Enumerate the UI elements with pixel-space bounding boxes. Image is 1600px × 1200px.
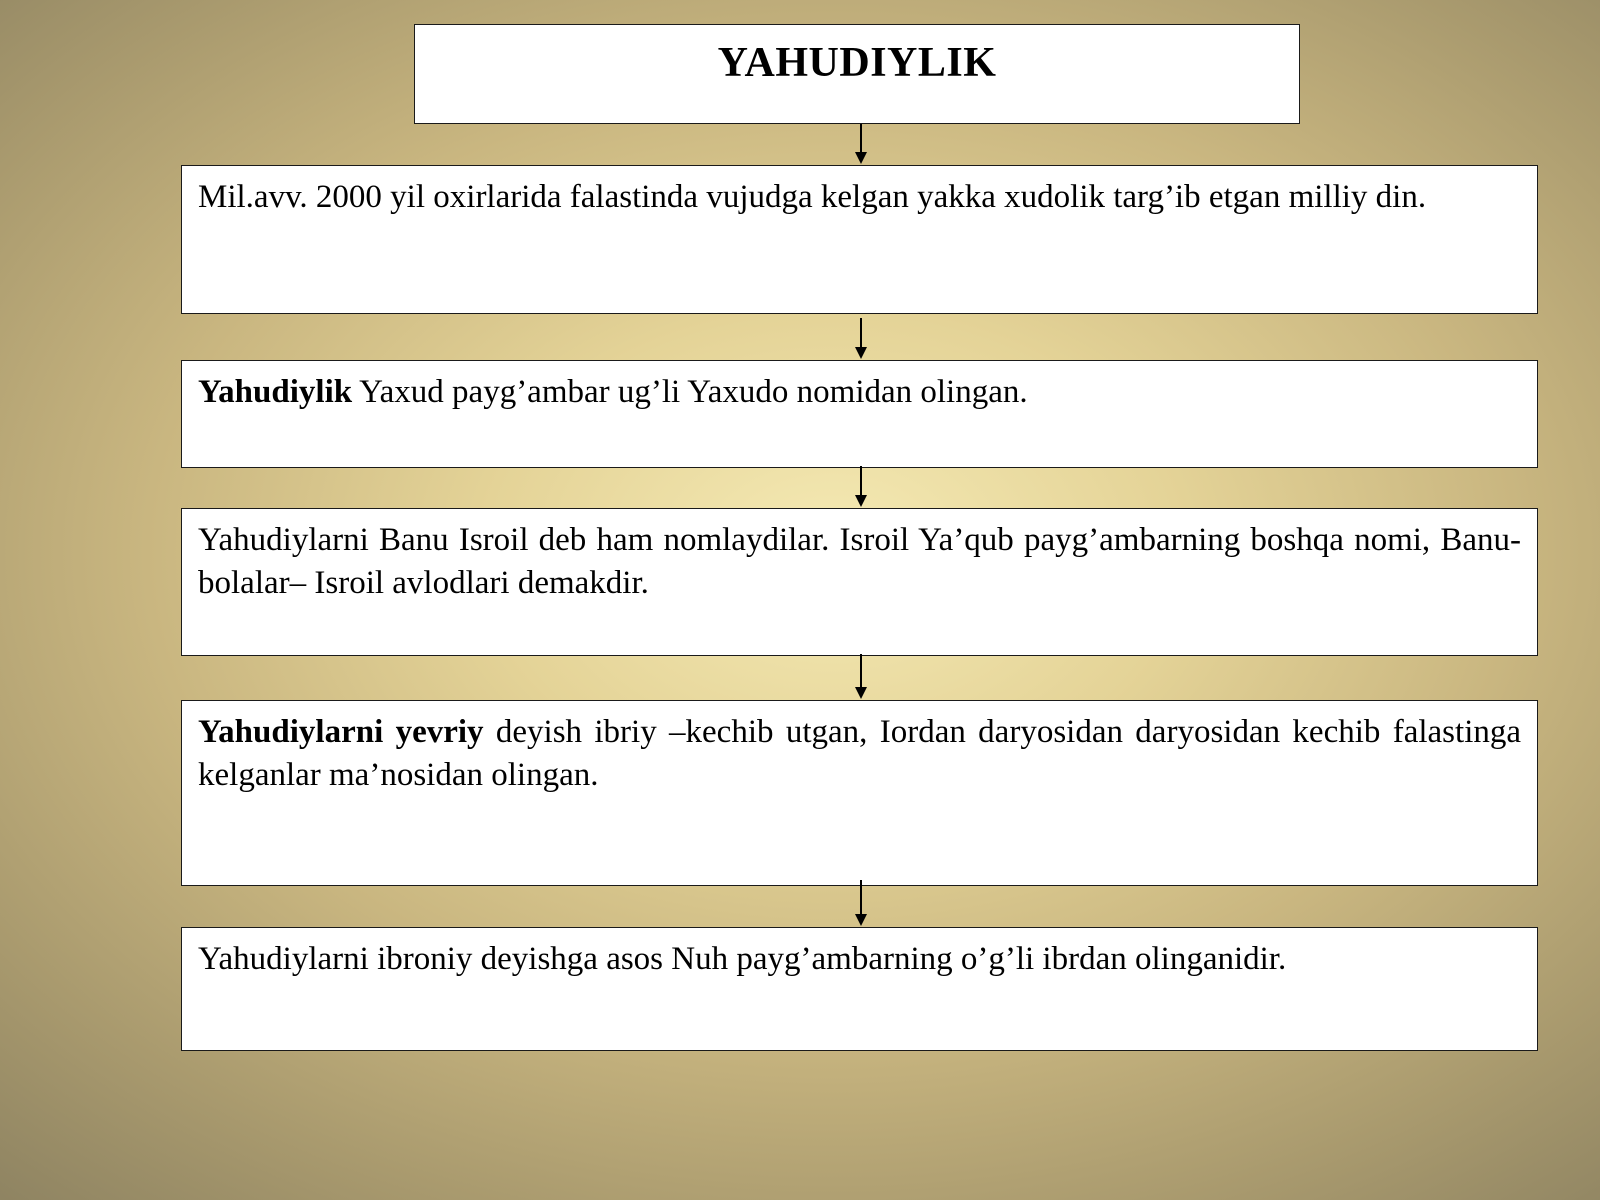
arrow-title-to-step-1 [855,124,867,164]
step-2-lead: Yahudiylik [198,374,353,410]
step-4-lead: Yahudiylarni yevriy [198,714,484,750]
step-1-text: Mil.avv. 2000 yil oxirlarida falastinda vujudga kelgan yakka xudolik targ’ib etgan milliy din. [198,179,1427,215]
flow-step-2 [181,360,1538,468]
step-4-text: deyish ibriy –kechib utgan, Iordan daryosidan daryosidan kechib falastinga kelganlar ma’nosidan olingan. [198,714,1522,793]
flow-step-5 [181,927,1538,1051]
diagram-title: YAHUDIYLIK [717,40,997,86]
title-box [414,24,1300,124]
arrow-step-3-to-step-4 [855,654,867,699]
step-3-text: Yahudiylarni Banu Isroil deb ham nomlaydilar. Isroil Ya’qub payg’ambarning boshqa nomi, Banu-bolalar– Isroil avlodlari demakdir. [198,522,1521,601]
arrow-step-1-to-step-2 [855,318,867,359]
flow-step-1 [181,165,1538,314]
step-2-text: Yaxud payg’ambar ug’li Yaxudo nomidan olingan. [352,374,1028,410]
flow-step-4 [181,700,1538,886]
step-5-text: Yahudiylarni ibroniy deyishga asos Nuh payg’ambarning o’g’li ibrdan olinganidir. [198,941,1287,977]
arrow-step-4-to-step-5 [855,880,867,926]
arrow-step-2-to-step-3 [855,466,867,507]
flow-step-3 [181,508,1538,656]
